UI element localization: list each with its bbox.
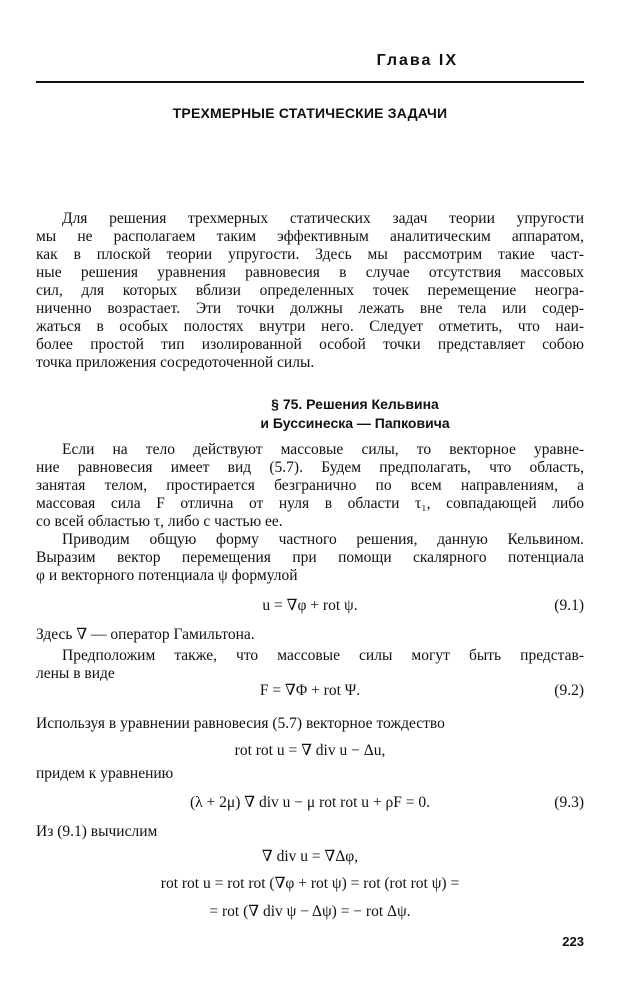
text-line: со всей областью τ, либо с частью ее. — [36, 513, 283, 530]
chapter-heading: Глава IX — [376, 52, 458, 69]
equation-9-1 — [36, 596, 584, 616]
text-line: как в плоской теории упругости. Здесь мы рассмотрим такие част- — [36, 246, 584, 263]
equation-9-3 — [36, 793, 584, 813]
text-line: ниченно возрастает. Эти точки должны лежать вне тела или содер- — [36, 300, 584, 317]
text-line: жаться в особых полостях внутри него. Следует отметить, что наи- — [36, 318, 584, 335]
text-line: φ и векторного потенциала ψ формулой — [36, 567, 298, 584]
text-from — [36, 823, 584, 841]
text-line: мы не располагаем таким эффективным аналитическим аппаратом, — [36, 228, 584, 245]
text-line: Приводим общую форму частного решения, данную Кельвином. — [62, 531, 584, 548]
equation-expression: F = ∇Φ + rot Ψ. — [259, 682, 361, 699]
equation-number: (9.3) — [554, 794, 584, 811]
text-line: Из (9.1) вычислим — [36, 823, 158, 840]
equation-expression: rot rot u = rot rot (∇φ + rot ψ) = rot (rot rot ψ) = — [160, 875, 460, 892]
section-heading — [230, 395, 480, 433]
text-arrive — [36, 765, 584, 783]
header-rule — [36, 81, 584, 83]
text-line: Для решения трехмерных статических задач теории упругости — [62, 210, 584, 227]
section-heading-line: § 75. Решения Кельвина — [271, 396, 439, 412]
equation-identity — [36, 741, 584, 761]
paragraph-kelvin — [36, 441, 584, 531]
text-line: точка приложения сосредоточенной силы. — [36, 354, 315, 371]
text-nabla — [36, 626, 584, 644]
equation-calc-1 — [36, 847, 584, 867]
text-line: массовая сила F отлична от нуля в области τ₁, совпадающей либо — [36, 495, 584, 512]
equation-expression: rot rot u = ∇ div u − Δu, — [234, 742, 386, 759]
equation-calc-2 — [36, 874, 584, 894]
text-line: Предположим также, что массовые силы могут быть представ- — [62, 647, 584, 664]
page-number: 223 — [562, 934, 584, 949]
text-line: Если на тело действуют массовые силы, то векторное уравне- — [62, 441, 584, 458]
paragraph-potentials — [36, 531, 584, 585]
paragraph-body-forces — [36, 647, 584, 683]
text-line: более простой тип изолированной особой точки представляет собою — [36, 336, 584, 353]
equation-expression: u = ∇φ + rot ψ. — [262, 597, 358, 614]
equation-expression: ∇ div u = ∇Δφ, — [261, 848, 359, 865]
equation-9-2 — [36, 681, 584, 701]
equation-expression: = rot (∇ div ψ − Δψ) = − rot Δψ. — [209, 903, 411, 920]
text-line: ние равновесия имеет вид (5.7). Будем предполагать, что область, — [36, 459, 584, 476]
text-line: Здесь ∇ — оператор Гамильтона. — [36, 626, 255, 643]
text-using — [36, 715, 584, 733]
text-line: Выразим вектор перемещения при помощи скалярного потенциала — [36, 549, 584, 566]
equation-number: (9.1) — [554, 597, 584, 614]
equation-calc-3 — [36, 902, 584, 922]
text-line: занятая телом, простирается безгранично по всем направлениям, а — [36, 477, 584, 494]
text-line: придем к уравнению — [36, 765, 174, 782]
text-line: Используя в уравнении равновесия (5.7) векторное тождество — [36, 715, 445, 732]
text-line: лены в виде — [36, 665, 115, 682]
equation-number: (9.2) — [554, 682, 584, 699]
equation-expression: (λ + 2μ) ∇ div u − μ rot rot u + ρF = 0. — [190, 794, 430, 811]
text-line: сил, для которых вблизи определенных точек перемещение неогра- — [36, 282, 584, 299]
chapter-title: ТРЕХМЕРНЫЕ СТАТИЧЕСКИЕ ЗАДАЧИ — [172, 105, 448, 121]
text-line: ные решения уравнения равновесия в случае отсутствия массовых — [36, 264, 584, 281]
section-heading-line: и Буссинеска — Папковича — [260, 415, 450, 431]
intro-paragraph — [36, 210, 584, 372]
